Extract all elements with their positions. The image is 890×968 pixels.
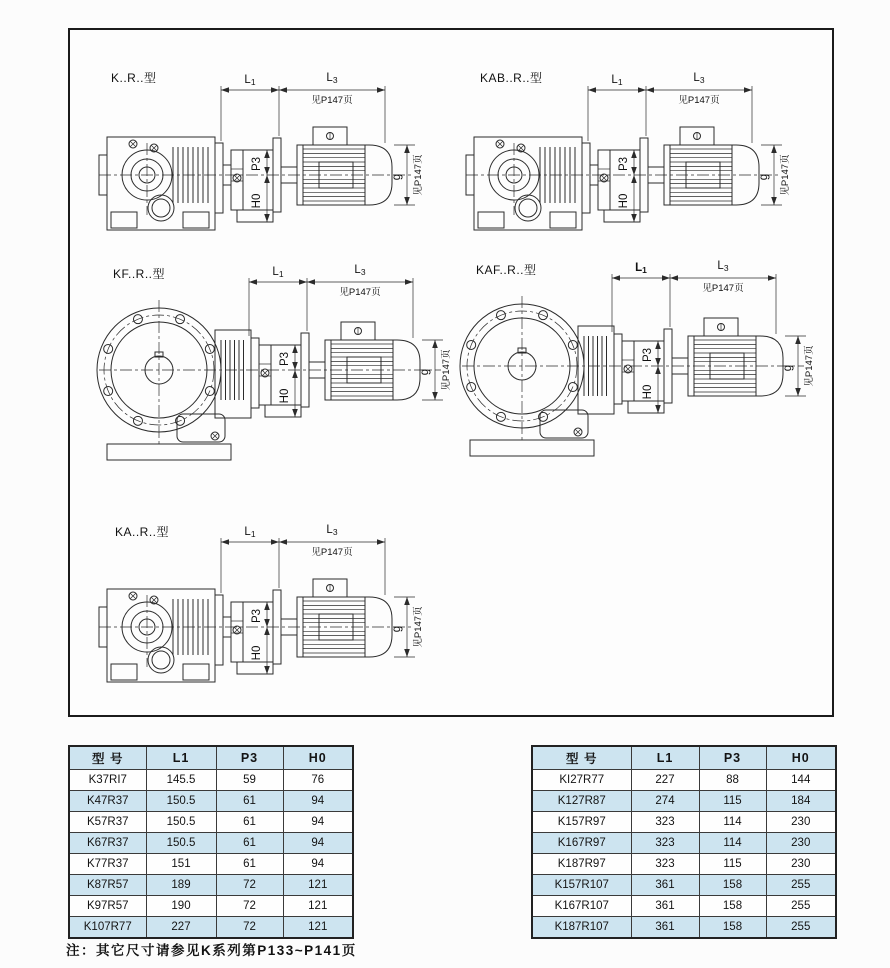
dim-label-h0: H0 xyxy=(251,645,263,661)
model-cell: KI27R77 xyxy=(532,770,631,791)
model-cell: K37RI7 xyxy=(69,770,146,791)
see-page-note-vertical: 见P147页 xyxy=(413,154,424,196)
model-cell: K107R77 xyxy=(69,917,146,939)
value-cell: 227 xyxy=(146,917,216,939)
value-cell: 361 xyxy=(631,875,699,896)
dim-label-g: g xyxy=(758,173,770,181)
value-cell: 114 xyxy=(699,833,766,854)
adapter xyxy=(231,138,297,222)
diagram-kr xyxy=(97,60,437,265)
dim-label-g: g xyxy=(419,368,431,376)
column-header-1: L1 xyxy=(631,746,699,770)
column-header-0: 型 号 xyxy=(69,746,146,770)
value-cell: 72 xyxy=(216,875,283,896)
model-cell: K97R57 xyxy=(69,896,146,917)
dim-label-h0: H0 xyxy=(279,388,291,404)
diagram-kafr xyxy=(460,248,825,476)
column-header-2: P3 xyxy=(216,746,283,770)
diagram-panel xyxy=(68,28,834,717)
gearbox xyxy=(99,589,231,682)
dim-label-g: g xyxy=(391,625,403,633)
dim-label-g: g xyxy=(391,173,403,181)
dim-label-l1: L1 xyxy=(611,74,623,87)
value-cell: 184 xyxy=(766,791,836,812)
value-cell: 323 xyxy=(631,854,699,875)
table-row xyxy=(532,833,836,854)
model-cell: K87R57 xyxy=(69,875,146,896)
note-text: 注：其它尺寸请参见K系列第P133~P141页 xyxy=(66,943,357,958)
value-cell: 94 xyxy=(283,791,353,812)
value-cell: 94 xyxy=(283,812,353,833)
value-cell: 361 xyxy=(631,917,699,939)
value-cell: 61 xyxy=(216,812,283,833)
value-cell: 158 xyxy=(699,917,766,939)
table-row xyxy=(532,791,836,812)
motor xyxy=(325,322,420,400)
dim-label-l1: L1 xyxy=(244,74,256,87)
dim-label-p3: P3 xyxy=(618,156,630,172)
value-cell: 190 xyxy=(146,896,216,917)
value-cell: 61 xyxy=(216,791,283,812)
see-page-note-vertical: 见P147页 xyxy=(804,345,815,387)
model-cell: K167R97 xyxy=(532,833,631,854)
value-cell: 255 xyxy=(766,875,836,896)
see-page-note-vertical: 见P147页 xyxy=(780,154,791,196)
model-cell: K77R37 xyxy=(69,854,146,875)
dimension-table-right-table xyxy=(531,745,837,939)
drawing-title: KA..R..型 xyxy=(115,525,170,539)
diagram-kabr xyxy=(464,60,804,265)
table-row xyxy=(69,854,353,875)
see-page-note-vertical: 见P147页 xyxy=(441,349,452,391)
dim-label-h0: H0 xyxy=(251,193,263,209)
see-page-note: 见P147页 xyxy=(678,95,720,106)
table-row xyxy=(69,896,353,917)
dimension-table-left-table xyxy=(68,745,354,939)
table-row xyxy=(532,770,836,791)
dim-label-l3: L3 xyxy=(693,72,705,85)
value-cell: 144 xyxy=(766,770,836,791)
dimensions xyxy=(221,72,424,222)
value-cell: 323 xyxy=(631,812,699,833)
column-header-2: P3 xyxy=(699,746,766,770)
value-cell: 158 xyxy=(699,875,766,896)
drawing-title: K..R..型 xyxy=(111,71,157,85)
value-cell: 121 xyxy=(283,875,353,896)
dimension-table-right xyxy=(531,745,837,939)
value-cell: 94 xyxy=(283,854,353,875)
value-cell: 361 xyxy=(631,896,699,917)
dim-label-l3: L3 xyxy=(717,260,729,273)
motor xyxy=(664,127,759,205)
dim-label-h0: H0 xyxy=(618,193,630,209)
value-cell: 61 xyxy=(216,833,283,854)
table-row xyxy=(69,812,353,833)
adapter xyxy=(598,138,664,222)
value-cell: 61 xyxy=(216,854,283,875)
model-cell: K127R87 xyxy=(532,791,631,812)
value-cell: 121 xyxy=(283,896,353,917)
dim-label-p3: P3 xyxy=(251,608,263,624)
dim-label-l1: L1 xyxy=(272,266,284,279)
motor xyxy=(297,127,392,205)
model-cell: K157R107 xyxy=(532,875,631,896)
value-cell: 323 xyxy=(631,833,699,854)
value-cell: 150.5 xyxy=(146,791,216,812)
table-row xyxy=(532,896,836,917)
column-header-3: H0 xyxy=(766,746,836,770)
see-page-note: 见P147页 xyxy=(339,287,381,298)
dim-label-p3: P3 xyxy=(642,347,654,363)
gearbox-flange xyxy=(97,300,259,460)
table-row xyxy=(69,791,353,812)
value-cell: 76 xyxy=(283,770,353,791)
value-cell: 255 xyxy=(766,917,836,939)
value-cell: 121 xyxy=(283,917,353,939)
see-page-note: 见P147页 xyxy=(311,547,353,558)
model-cell: K47R37 xyxy=(69,791,146,812)
value-cell: 114 xyxy=(699,812,766,833)
value-cell: 230 xyxy=(766,812,836,833)
adapter xyxy=(231,590,297,674)
value-cell: 255 xyxy=(766,896,836,917)
model-cell: K67R37 xyxy=(69,833,146,854)
dim-label-g: g xyxy=(782,364,794,372)
motor xyxy=(297,579,392,657)
dim-label-l3: L3 xyxy=(326,524,338,537)
table-row xyxy=(69,875,353,896)
dim-label-h0: H0 xyxy=(642,384,654,400)
value-cell: 189 xyxy=(146,875,216,896)
column-header-3: H0 xyxy=(283,746,353,770)
value-cell: 227 xyxy=(631,770,699,791)
value-cell: 230 xyxy=(766,854,836,875)
value-cell: 115 xyxy=(699,791,766,812)
value-cell: 72 xyxy=(216,896,283,917)
model-cell: K157R97 xyxy=(532,812,631,833)
table-row xyxy=(532,854,836,875)
dimension-table-left xyxy=(68,745,354,939)
see-page-note-vertical: 见P147页 xyxy=(413,606,424,648)
value-cell: 59 xyxy=(216,770,283,791)
dimensions xyxy=(221,524,424,674)
diagram-kar xyxy=(97,512,437,717)
value-cell: 88 xyxy=(699,770,766,791)
table-row xyxy=(69,770,353,791)
value-cell: 115 xyxy=(699,854,766,875)
adapter xyxy=(622,329,688,413)
table-row xyxy=(532,812,836,833)
value-cell: 94 xyxy=(283,833,353,854)
dim-label-l3: L3 xyxy=(326,72,338,85)
value-cell: 151 xyxy=(146,854,216,875)
drawing-title: KAB..R..型 xyxy=(480,71,543,85)
value-cell: 72 xyxy=(216,917,283,939)
model-cell: K57R37 xyxy=(69,812,146,833)
value-cell: 150.5 xyxy=(146,833,216,854)
value-cell: 145.5 xyxy=(146,770,216,791)
motor xyxy=(688,318,783,396)
gearbox-flange xyxy=(460,296,622,456)
value-cell: 274 xyxy=(631,791,699,812)
dimensions xyxy=(588,72,791,222)
table-row xyxy=(532,875,836,896)
column-header-1: L1 xyxy=(146,746,216,770)
see-page-note: 见P147页 xyxy=(702,283,744,294)
column-header-0: 型 号 xyxy=(532,746,631,770)
dim-label-p3: P3 xyxy=(251,156,263,172)
adapter xyxy=(259,333,325,417)
model-cell: K187R97 xyxy=(532,854,631,875)
gearbox xyxy=(466,137,598,230)
drawing-title: KF..R..型 xyxy=(113,267,166,281)
diagram-kfr xyxy=(97,252,462,480)
value-cell: 150.5 xyxy=(146,812,216,833)
dim-label-l1: L1 xyxy=(244,526,256,539)
dim-label-l3: L3 xyxy=(354,264,366,277)
gearbox xyxy=(99,137,231,230)
dim-label-p3: P3 xyxy=(279,351,291,367)
model-cell: K187R107 xyxy=(532,917,631,939)
drawing-title: KAF..R..型 xyxy=(476,263,537,277)
see-page-note: 见P147页 xyxy=(311,95,353,106)
table-row xyxy=(69,833,353,854)
table-row xyxy=(69,917,353,939)
value-cell: 158 xyxy=(699,896,766,917)
model-cell: K167R107 xyxy=(532,896,631,917)
value-cell: 230 xyxy=(766,833,836,854)
dim-label-l1: L1 xyxy=(635,262,647,275)
table-row xyxy=(532,917,836,939)
